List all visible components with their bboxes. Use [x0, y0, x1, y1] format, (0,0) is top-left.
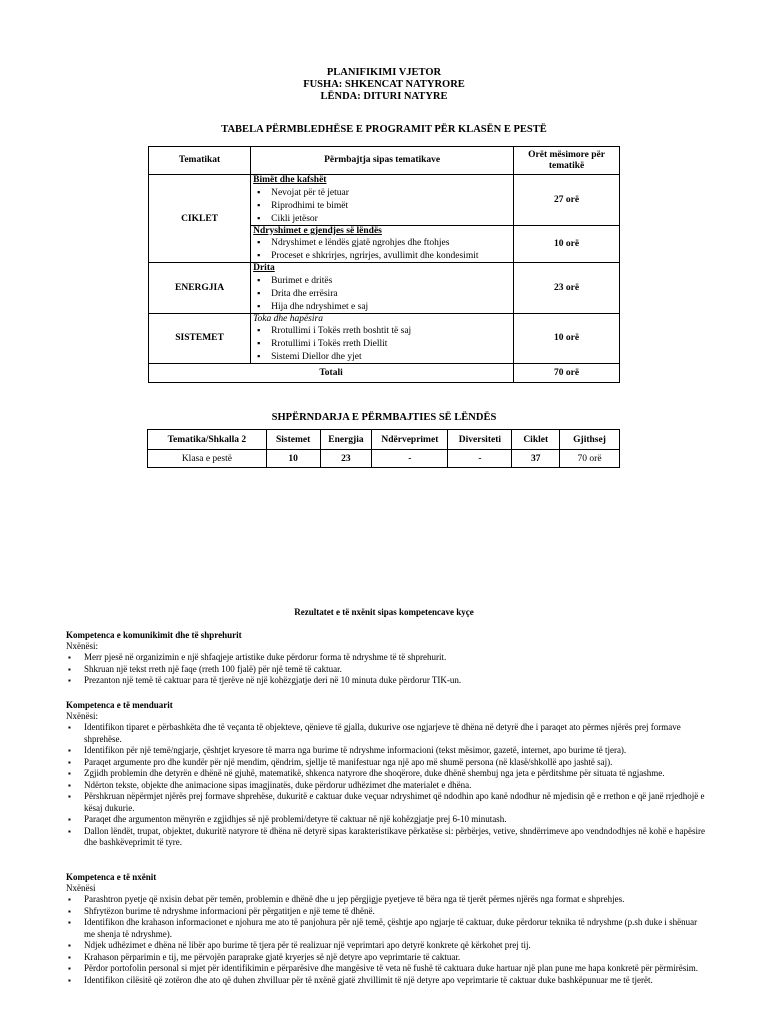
- content-list: [253, 236, 511, 262]
- list-item: ▪ Ndjek udhëzimet e dhëna në libër apo burime të tjera për të realizuar një veprimtari apo detyrë konkrete që kërkohet prej tij.: [66, 940, 706, 952]
- content-cell: [251, 313, 514, 364]
- table-row: [149, 313, 620, 364]
- section-title: Kompetenca e komunikimit dhe të shprehurit: [66, 630, 242, 640]
- competence-thinking: [66, 700, 706, 849]
- dist-header: Ciklet: [512, 430, 560, 450]
- hours-cell: 27 orë: [514, 175, 620, 226]
- hours-cell: 23 orë: [514, 263, 620, 314]
- content-list: [253, 186, 511, 225]
- section-title: Kompetenca e të menduarit: [66, 700, 173, 710]
- dist-cell: -: [372, 450, 448, 468]
- list-item: ▪ Cikli jetësor: [257, 212, 511, 225]
- list-item: ▪ Parashtron pyetje që nxisin debat për temën, problemin e dhënë dhe u jep përgjigje pyetjeve të bëra nga të tjerët përmes njërës nga format e shprehjes.: [66, 894, 706, 906]
- summary-table: [148, 146, 620, 383]
- dist-cell: Klasa e pestë: [148, 450, 267, 468]
- list-item: ▪ Proceset e shkrirjes, ngrirjes, avullimit dhe kondesimit: [257, 249, 511, 262]
- dist-cell: -: [448, 450, 512, 468]
- list-item: ▪ Prezanton një temë të caktuar para të tjerëve në një kohëzgjatje deri në 10 minuta duke përdorur TIK-un.: [66, 675, 706, 687]
- table-row: [149, 175, 620, 226]
- list-item: ▪ Identifikon cilësitë që zotëron dhe ato që duhen zhvilluar për të nxënë gjatë zhvillimit të një detyre apo veprimtarie të caktuar duke bashkëpunuar me të tjerët.: [66, 975, 706, 987]
- list-item: ▪ Merr pjesë në organizimin e një shfaqjeje artistike duke përdorur forma të ndryshme të të shprehurit.: [66, 652, 706, 664]
- list-item: ▪ Krahason përparimin e tij, me përvojën paraprake gjatë kryerjes së një detyre apo veprimtarie të caktuar.: [66, 952, 706, 964]
- table-row: [149, 263, 620, 314]
- dist-cell: 70 orë: [560, 450, 620, 468]
- dist-header: Tematika/Shkalla 2: [148, 430, 267, 450]
- theme-cell: SISTEMET: [149, 313, 251, 364]
- dist-cell: 23: [320, 450, 372, 468]
- dist-cell: 10: [266, 450, 320, 468]
- content-title: Drita: [253, 263, 275, 273]
- distribution-row: [148, 450, 620, 468]
- hours-cell: 10 orë: [514, 225, 620, 263]
- plan-title: PLANIFIKIMI VJETOR: [326, 67, 442, 78]
- summary-header-row: [149, 147, 620, 175]
- total-value: 70 orë: [514, 364, 620, 383]
- dist-header: Energjia: [320, 430, 372, 450]
- list-item: ▪ Ndërton tekste, objekte dhe animacione sipas imagjinatës, duke përdorur udhëzimet dhe materialet e dhëna.: [66, 780, 706, 792]
- list-item: ▪ Hija dhe ndryshimet e saj: [257, 300, 511, 313]
- dist-header: Sistemet: [266, 430, 320, 450]
- section-subtitle: Nxënësi:: [66, 641, 98, 651]
- summary-table-title: TABELA PËRMBLEDHËSE E PROGRAMIT PËR KLASËN E PESTË: [221, 124, 547, 135]
- total-label: Totali: [149, 364, 514, 383]
- list-item: ▪ Burimet e dritës: [257, 274, 511, 287]
- field-title: FUSHA: SHKENCAT NATYRORE: [303, 79, 465, 90]
- list-item: ▪ Drita dhe errësira: [257, 287, 511, 300]
- section-subtitle: Nxënësi:: [66, 711, 98, 721]
- section-subtitle: Nxënësi: [66, 883, 96, 893]
- list-item: ▪ Shkruan një tekst rreth një faqe (rreth 100 fjalë) për një temë të caktuar.: [66, 664, 706, 676]
- list-item: ▪ Identifikon tiparet e përbashkëta dhe të veçanta të objekteve, qënieve të gjalla, dukurive ose ngjarjeve të dhëna në detyrë dhe i paraqet ato përmes njërës prej formave shprehëse.: [66, 722, 706, 745]
- list-item: ▪ Përshkruan nëpërmjet njërës prej formave shprehëse, dukuritë e caktuar duke veçuar ndryshimet që ndodhin apo kanë ndodhur në mjedisin që e rrethon e që janë rrjedhojë e kësaj dukurie.: [66, 791, 706, 814]
- list-item: ▪ Përdor portofolin personal si mjet për identifikimin e përparësive dhe mangësive të veta në fushë të caktuara duke hartuar një plan pune me hapa konkretë për përmirësim.: [66, 963, 706, 975]
- list-item: ▪ Dallon lëndët, trupat, objektet, dukuritë natyrore të dhëna në detyrë sipas karakteristikave përkatëse si: përbërjes, vetive, shndërrimeve apo vendndodhjes në kohë e hapësire dhe bashkëveprimit të tyre.: [66, 826, 706, 849]
- results-title: Rezultatet e të nxënit sipas kompetencave kyçe: [294, 607, 474, 617]
- distribution-table: [147, 429, 620, 468]
- content-cell: [251, 263, 514, 314]
- total-row: [149, 364, 620, 383]
- header-hours: Orët mësimore për tematikë: [514, 147, 620, 175]
- bullet-list: [66, 894, 706, 986]
- list-item: ▪ Nevojat për të jetuar: [257, 186, 511, 199]
- content-list: [253, 324, 511, 363]
- competence-communication: [66, 630, 706, 687]
- list-item: ▪ Ndryshimet e lëndës gjatë ngrohjes dhe ftohjes: [257, 236, 511, 249]
- section-title: Kompetenca e të nxënit: [66, 872, 157, 882]
- subject-title: LËNDA: DITURI NATYRE: [320, 91, 448, 102]
- content-cell: [251, 175, 514, 226]
- list-item: ▪ Rrotullimi i Tokës rreth boshtit të saj: [257, 324, 511, 337]
- list-item: ▪ Paraqet dhe argumenton mënyrën e zgjidhjes së një problemi/detyre të caktuar në një kohëzgjatje prej 6-10 minutash.: [66, 814, 706, 826]
- list-item: ▪ Sistemi Diellor dhe yjet: [257, 350, 511, 363]
- dist-header: Ndërveprimet: [372, 430, 448, 450]
- dist-cell: 37: [512, 450, 560, 468]
- dist-header: Diversiteti: [448, 430, 512, 450]
- content-cell: [251, 225, 514, 263]
- theme-cell: CIKLET: [149, 175, 251, 263]
- header-content: Përmbajtja sipas tematikave: [251, 147, 514, 175]
- list-item: ▪ Paraqet argumente pro dhe kundër për një mendim, qëndrim, sjellje të manifestuar nga një apo më shumë persona (në klasë/shkollë apo jashtë saj).: [66, 757, 706, 769]
- list-item: ▪ Rrotullimi i Tokës rreth Diellit: [257, 337, 511, 350]
- competence-learning: [66, 872, 706, 986]
- header-themes: Tematikat: [149, 147, 251, 175]
- content-list: [253, 274, 511, 313]
- content-title: Toka dhe hapësira: [253, 313, 323, 324]
- content-title: Bimët dhe kafshët: [253, 175, 327, 185]
- theme-cell: ENERGJIA: [149, 263, 251, 314]
- list-item: ▪ Riprodhimi te bimët: [257, 199, 511, 212]
- list-item: ▪ Shfrytëzon burime të ndryshme informacioni për përgatitjen e një teme të dhënë.: [66, 906, 706, 918]
- list-item: ▪ Identifikon dhe krahason informacionet e njohura me ato të panjohura për një temë, çështje apo ngjarje të caktuar, duke përdorur teknika të ndryshme (p.sh duke i shënuar me shenja të ndryshme).: [66, 917, 706, 940]
- bullet-list: [66, 652, 706, 687]
- distribution-header-row: [148, 430, 620, 450]
- content-title: Ndryshimet e gjendjes së lëndës: [253, 225, 382, 236]
- list-item: ▪ Identifikon për një temë/ngjarje, çështjet kryesore të marra nga burime të ndryshme informacioni (tekst mësimor, gazetë, internet, apo burime të tjera).: [66, 745, 706, 757]
- list-item: ▪ Zgjidh problemin dhe detyrën e dhënë në gjuhë, matematikë, shkenca natyrore dhe shoqërore, duke dhënë shembuj nga jeta e përditshme për situata të ngjashme.: [66, 768, 706, 780]
- distribution-title: SHPËRNDARJA E PËRMBAJTIES SË LËNDËS: [271, 412, 497, 423]
- dist-header: Gjithsej: [560, 430, 620, 450]
- bullet-list: [66, 722, 706, 849]
- hours-cell: 10 orë: [514, 313, 620, 364]
